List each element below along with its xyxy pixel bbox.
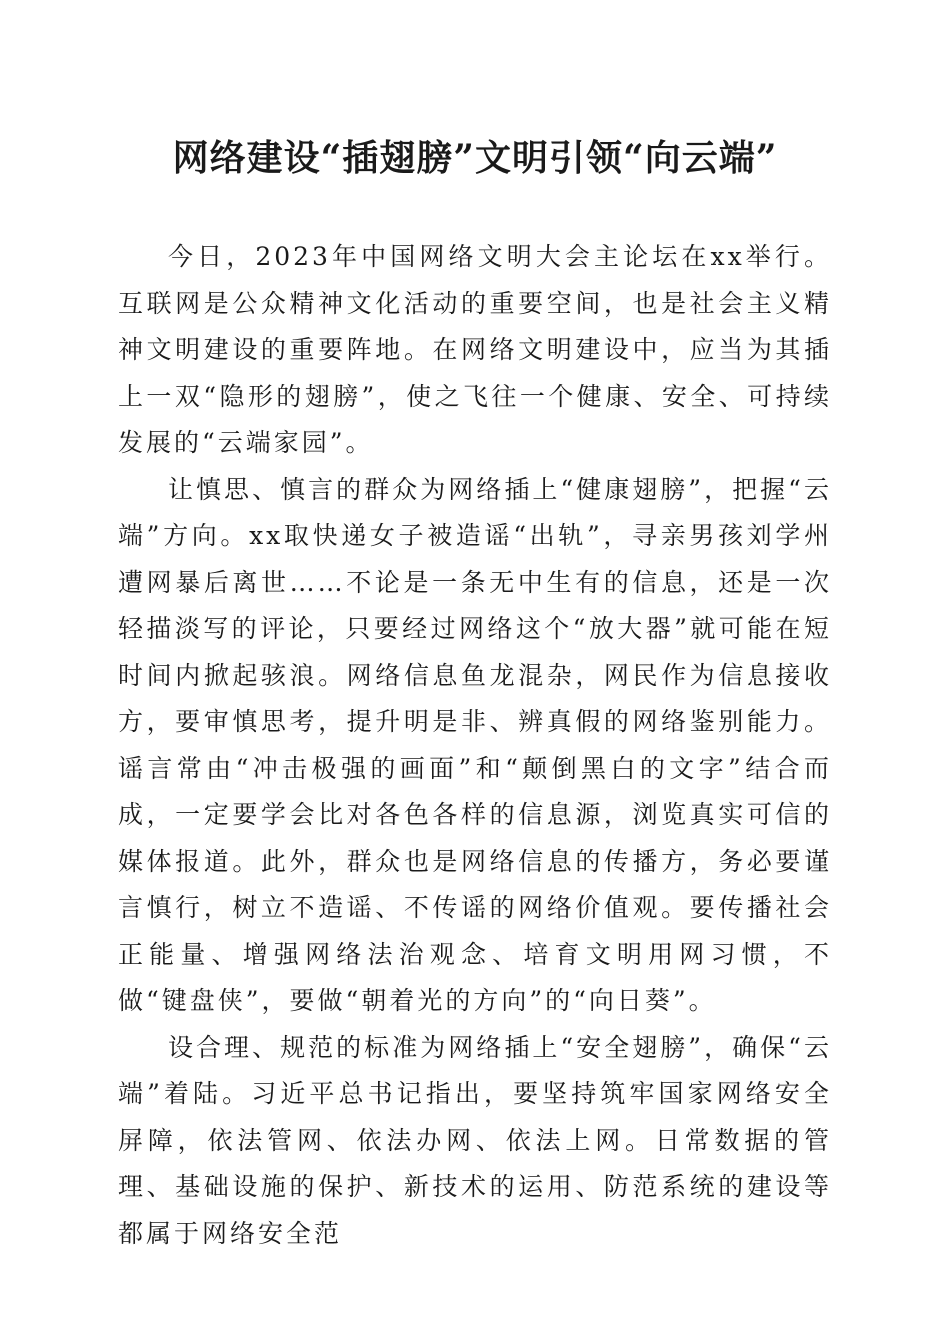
- paragraph: 让慎思、慎言的群众为网络插上“健康翅膀”，把握“云端”方向。xx取快递女子被造谣“出轨”，寻亲男孩刘学州遭网暴后离世……不论是一条无中生有的信息，还是一次轻描淡写的评论，只要经过网络这个“放大器”就可能在短时间内掀起骇浪。网络信息鱼龙混杂，网民作为信息接收方，要审慎思考，提升明是非、辨真假的网络鉴别能力。谣言常由“冲击极强的画面”和“颠倒黑白的文字”结合而成，一定要学会比对各色各样的信息源，浏览真实可信的媒体报道。此外，群众也是网络信息的传播方，务必要谨言慎行，树立不造谣、不传谣的网络价值观。要传播社会正能量、增强网络法治观念、培育文明用网习惯，不做“键盘侠”，要做“朝着光的方向”的“向日葵”。: [118, 474, 833, 1015]
- document-title: 网络建设“插翅膀”文明引领“向云端”: [172, 137, 778, 179]
- paragraph: 今日，2023年中国网络文明大会主论坛在xx举行。互联网是公众精神文化活动的重要空间，也是社会主义精神文明建设的重要阵地。在网络文明建设中，应当为其插上一双“隐形的翅膀”，使之飞往一个健康、安全、可持续发展的“云端家园”。: [118, 242, 832, 457]
- document-body: [118, 234, 832, 1257]
- paragraph: 设合理、规范的标准为网络插上“安全翅膀”，确保“云端”着陆。习近平总书记指出，要坚持筑牢国家网络安全屏障，依法管网、依法办网、依法上网。日常数据的管理、基础设施的保护、新技术的运用、防范系统的建设等都属于网络安全范: [118, 1032, 832, 1248]
